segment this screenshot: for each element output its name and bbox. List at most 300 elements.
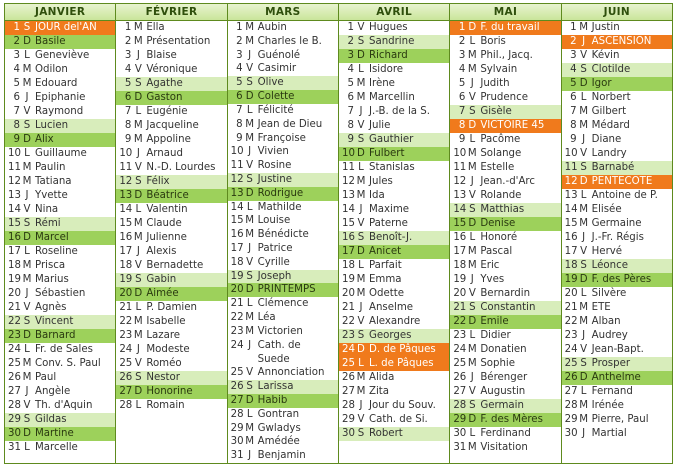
day-number: 2 <box>13 36 20 47</box>
weekday-letter: S <box>135 78 142 89</box>
day-number: 23 <box>8 330 21 341</box>
day-number: 6 <box>124 92 132 103</box>
weekday-letter: V <box>580 50 588 61</box>
weekday-letter: J <box>248 339 252 351</box>
day-row <box>116 259 226 273</box>
day-row <box>562 147 672 161</box>
weekday-letter: M <box>133 36 143 47</box>
weekday-letter: S <box>357 232 365 243</box>
saint-name: Marcel <box>35 232 69 243</box>
day-row <box>562 315 672 329</box>
day-row <box>339 147 449 161</box>
day-number: 16 <box>453 232 467 243</box>
day-row <box>5 119 115 133</box>
day-row <box>5 315 115 329</box>
saint-name: Solange <box>480 148 522 159</box>
weekday-letter: M <box>22 162 32 173</box>
saint-name: N.-D. Lourdes <box>146 162 216 173</box>
weekday-letter: M <box>245 422 255 434</box>
saint-name: Mathilde <box>257 201 302 213</box>
saint-name: Olive <box>257 77 284 89</box>
saint-name: Jour du Souv. <box>368 400 436 411</box>
saint-name: Bernadette <box>146 260 204 271</box>
weekday-letter: L <box>246 298 253 310</box>
day-number: 14 <box>564 204 578 215</box>
weekday-letter: D <box>579 372 588 383</box>
day-row <box>5 203 115 217</box>
weekday-letter: V <box>468 92 476 103</box>
weekday-letter: M <box>245 436 255 448</box>
day-number: 4 <box>13 64 20 75</box>
day-row <box>562 77 672 91</box>
weekday-letter: J <box>582 428 586 439</box>
day-number: 13 <box>453 190 467 201</box>
weekday-letter: M <box>245 229 255 241</box>
day-number: 29 <box>453 414 467 425</box>
day-row <box>116 189 226 203</box>
day-row <box>450 427 560 441</box>
day-number: 19 <box>341 274 355 285</box>
day-number: 14 <box>8 204 21 215</box>
saint-name: Germain <box>480 400 524 411</box>
saint-name: Raymond <box>35 106 84 117</box>
weekday-letter: J <box>470 372 474 383</box>
weekday-letter: D <box>357 148 365 159</box>
day-row <box>228 270 338 284</box>
day-row <box>450 91 560 105</box>
weekday-letter: S <box>580 64 587 75</box>
saint-name: Pascal <box>480 246 513 257</box>
weekday-letter: J <box>582 330 586 341</box>
saint-name: ETE <box>591 302 611 313</box>
weekday-letter: M <box>245 312 255 324</box>
saint-name: Barnard <box>35 330 76 341</box>
day-row <box>450 147 560 161</box>
weekday-letter: S <box>23 316 31 327</box>
day-number: 31 <box>453 442 467 453</box>
saint-name: Vincent <box>35 316 74 327</box>
saint-name: Cath. de <box>257 339 301 351</box>
weekday-letter: M <box>467 442 477 453</box>
day-number: 21 <box>230 298 244 310</box>
weekday-letter: M <box>579 204 589 215</box>
day-number: 12 <box>230 173 244 185</box>
saint-name: Larissa <box>257 381 294 393</box>
day-row <box>450 441 560 455</box>
weekday-letter: M <box>356 78 366 89</box>
weekday-letter: L <box>135 204 142 215</box>
day-row <box>5 35 115 49</box>
weekday-letter: D <box>357 344 365 355</box>
day-row <box>450 301 560 315</box>
day-row <box>228 394 338 408</box>
day-number: 26 <box>453 372 467 383</box>
weekday-letter: L <box>246 408 253 420</box>
day-number: 13 <box>564 190 578 201</box>
day-row <box>228 104 338 118</box>
day-row <box>228 325 338 339</box>
weekday-letter: S <box>469 204 476 215</box>
weekday-letter: V <box>357 218 365 229</box>
saint-name: Barnabé <box>591 162 635 173</box>
day-row <box>228 256 338 270</box>
saint-name: Rolande <box>480 190 522 201</box>
day-number: 5 <box>458 78 466 89</box>
month-header: FÉVRIER <box>116 4 226 21</box>
saint-name: Félix <box>146 176 170 187</box>
day-row <box>450 287 560 301</box>
day-row <box>228 35 338 49</box>
day-number: 20 <box>453 288 467 299</box>
weekday-letter: S <box>357 428 365 439</box>
day-row <box>116 91 226 105</box>
day-number: 17 <box>119 246 133 257</box>
day-number: 9 <box>236 132 243 144</box>
day-row <box>5 133 115 147</box>
day-number: 15 <box>119 218 133 229</box>
day-row <box>450 231 560 245</box>
day-number: 19 <box>453 274 467 285</box>
weekday-letter: J <box>25 92 29 103</box>
day-number: 4 <box>124 64 132 75</box>
weekday-letter: V <box>134 64 142 75</box>
day-row <box>5 385 115 399</box>
day-row <box>5 399 115 413</box>
weekday-letter: S <box>246 381 253 393</box>
day-row <box>450 273 560 287</box>
weekday-letter: M <box>22 372 32 383</box>
day-number: 13 <box>230 187 244 199</box>
weekday-letter: V <box>23 302 31 313</box>
day-row <box>339 217 449 231</box>
day-number: 5 <box>236 77 243 89</box>
day-number: 26 <box>564 372 578 383</box>
saint-name: Jean.-d'Arc <box>480 176 536 187</box>
day-row <box>450 21 560 35</box>
day-number: 15 <box>230 215 244 227</box>
saint-name: Isabelle <box>146 316 186 327</box>
day-row <box>562 217 672 231</box>
day-row <box>116 231 226 245</box>
saint-name: Benjamin <box>257 450 306 462</box>
weekday-letter: J <box>25 386 29 397</box>
day-row <box>5 441 115 455</box>
day-row <box>450 315 560 329</box>
weekday-letter: M <box>133 232 143 243</box>
day-row <box>5 217 115 231</box>
day-row <box>339 301 449 315</box>
saint-name: Gildas <box>35 414 67 425</box>
month-column-2 <box>228 4 339 463</box>
day-row <box>339 105 449 119</box>
weekday-letter: J <box>136 50 140 61</box>
saint-name: Justine <box>257 173 292 185</box>
saint-name: Robert <box>368 428 403 439</box>
weekday-letter: S <box>580 358 587 369</box>
day-row <box>116 63 226 77</box>
saint-name: Guillaume <box>35 148 87 159</box>
saint-name: Geneviève <box>35 50 90 61</box>
day-row <box>5 259 115 273</box>
saint-name: Anselme <box>368 302 414 313</box>
saint-name: Th. d'Aquin <box>35 400 93 411</box>
day-row <box>116 371 226 385</box>
day-row <box>339 245 449 259</box>
saint-name: Augustin <box>480 386 526 397</box>
day-number: 12 <box>564 176 578 187</box>
weekday-letter: D <box>468 316 477 327</box>
day-row <box>5 357 115 371</box>
saint-name: Richard <box>368 50 408 61</box>
weekday-letter: J <box>470 274 474 285</box>
saint-name: Angèle <box>35 386 71 397</box>
day-number: 26 <box>230 381 244 393</box>
day-row <box>5 231 115 245</box>
weekday-letter: D <box>134 190 143 201</box>
day-number: 29 <box>564 414 578 425</box>
weekday-letter: D <box>468 120 477 131</box>
saint-name: Sophie <box>480 358 516 369</box>
weekday-letter: M <box>22 78 32 89</box>
day-number: 20 <box>8 288 21 299</box>
day-number: 10 <box>564 148 578 159</box>
day-number: 6 <box>458 92 466 103</box>
saint-name: Louise <box>257 215 291 227</box>
saint-name: Gwladys <box>257 422 301 434</box>
day-row <box>562 357 672 371</box>
day-row <box>562 259 672 273</box>
day-row <box>116 49 226 63</box>
saint-name: Vivien <box>257 146 289 158</box>
weekday-letter: M <box>579 120 589 131</box>
day-number: 5 <box>347 78 354 89</box>
month-header: MAI <box>450 4 560 21</box>
saint-name: J.-Fr. Régis <box>591 232 644 243</box>
day-row <box>116 343 226 357</box>
weekday-letter: S <box>580 260 587 271</box>
day-row <box>5 245 115 259</box>
day-number: 14 <box>341 204 355 215</box>
day-number: 1 <box>347 22 354 33</box>
day-number: 24 <box>564 344 578 355</box>
day-row <box>339 175 449 189</box>
day-number: 23 <box>453 330 467 341</box>
day-number: 18 <box>119 260 133 271</box>
day-number: 11 <box>341 162 355 173</box>
saint-name: Igor <box>591 78 612 89</box>
day-row <box>339 63 449 77</box>
saint-name: Gabin <box>146 274 177 285</box>
weekday-letter: L <box>246 104 253 116</box>
day-number: 10 <box>230 146 244 158</box>
day-number: 22 <box>230 312 244 324</box>
weekday-letter: V <box>23 106 31 117</box>
day-row <box>450 63 560 77</box>
saint-name: Cath. de Si. <box>368 414 428 425</box>
saint-name: Habib <box>257 394 288 406</box>
weekday-letter: V <box>357 22 365 33</box>
day-number: 29 <box>8 414 21 425</box>
day-number: 24 <box>8 344 21 355</box>
saint-name: Matthias <box>480 204 525 215</box>
day-number: 18 <box>8 260 21 271</box>
day-number: 12 <box>8 176 21 187</box>
weekday-letter: M <box>22 176 32 187</box>
day-number: 3 <box>124 50 132 61</box>
weekday-letter: J <box>136 246 140 257</box>
day-number: 9 <box>458 134 466 145</box>
day-number: 24 <box>453 344 467 355</box>
day-row <box>228 214 338 228</box>
saint-name: Hervé <box>591 246 623 257</box>
saint-name: Bénédicte <box>257 229 309 241</box>
saint-name: Aubin <box>257 22 287 33</box>
weekday-letter: D <box>579 78 588 89</box>
day-row <box>116 357 226 371</box>
day-row <box>339 287 449 301</box>
weekday-letter: M <box>467 358 477 369</box>
weekday-letter: M <box>133 134 143 145</box>
day-number: 30 <box>341 428 355 439</box>
saint-name: Conv. S. Paul <box>35 358 101 369</box>
saint-name: Gauthier <box>368 134 414 145</box>
day-number: 18 <box>564 260 578 271</box>
saint-name: Epiphanie <box>35 92 86 103</box>
saint-name: Valentin <box>146 204 188 215</box>
weekday-letter: L <box>358 64 364 75</box>
saint-name: Marcelle <box>35 442 78 453</box>
day-number: 20 <box>564 288 578 299</box>
weekday-letter: V <box>357 414 365 425</box>
day-number: 8 <box>13 120 20 131</box>
saint-name: Fr. de Sales <box>35 344 93 355</box>
day-row <box>450 133 560 147</box>
saint-name: Présentation <box>146 36 211 47</box>
day-row <box>228 21 338 35</box>
day-row <box>562 63 672 77</box>
day-number: 22 <box>453 316 467 327</box>
day-number: 3 <box>347 50 354 61</box>
weekday-letter: D <box>245 284 254 296</box>
day-number: 10 <box>453 148 467 159</box>
day-row <box>339 315 449 329</box>
day-number: 27 <box>119 386 133 397</box>
day-number: 1 <box>236 22 243 33</box>
saint-name: Silvère <box>591 288 627 299</box>
saint-name: Rodrigue <box>257 187 304 199</box>
day-row <box>228 49 338 63</box>
saint-name: Prisca <box>35 260 66 271</box>
weekday-letter: M <box>133 120 143 131</box>
day-row <box>339 231 449 245</box>
day-row <box>450 175 560 189</box>
day-row <box>5 77 115 91</box>
weekday-letter: S <box>23 414 31 425</box>
day-number: 8 <box>570 120 577 131</box>
month-column-5 <box>562 4 672 463</box>
saint-name: Blaise <box>146 50 177 61</box>
saint-name: Martial <box>591 428 627 439</box>
saint-name: Gisèle <box>480 106 512 117</box>
weekday-letter: S <box>357 36 365 47</box>
weekday-letter: L <box>24 344 30 355</box>
weekday-letter: M <box>22 260 32 271</box>
weekday-letter: D <box>468 218 477 229</box>
day-number: 21 <box>564 302 578 313</box>
day-number: 22 <box>341 316 355 327</box>
day-number: 9 <box>347 134 354 145</box>
day-number: 24 <box>230 339 244 351</box>
month-header: JANVIER <box>5 4 115 21</box>
day-row <box>562 49 672 63</box>
weekday-letter: S <box>469 302 476 313</box>
day-number: 7 <box>458 106 466 117</box>
saint-name: Médard <box>591 120 630 131</box>
day-number: 10 <box>119 148 133 159</box>
saint-name: Edouard <box>35 78 78 89</box>
weekday-letter: M <box>579 302 589 313</box>
saint-name: J.-B. de la S. <box>368 106 430 117</box>
day-number: 9 <box>13 134 20 145</box>
day-row <box>228 76 338 90</box>
weekday-letter: J <box>582 36 586 47</box>
weekday-letter: M <box>356 92 366 103</box>
month-header: MARS <box>228 4 338 21</box>
saint-name: Léonce <box>591 260 628 271</box>
day-row <box>339 161 449 175</box>
day-row <box>5 413 115 427</box>
day-row <box>116 329 226 343</box>
day-number: 28 <box>453 400 467 411</box>
day-number: 14 <box>230 201 244 213</box>
saint-name: Zita <box>368 386 390 397</box>
day-number: 6 <box>236 91 243 103</box>
saint-name: Maxime <box>368 204 410 215</box>
day-row <box>228 62 338 76</box>
day-number: 3 <box>458 50 466 61</box>
day-number: 9 <box>124 134 132 145</box>
weekday-letter: L <box>580 288 587 299</box>
saint-name: Georges <box>368 330 412 341</box>
saint-name: Odilon <box>35 64 68 75</box>
saint-name: Marius <box>35 274 69 285</box>
saint-name: Fulbert <box>368 148 405 159</box>
day-row <box>339 77 449 91</box>
day-row <box>450 35 560 49</box>
day-row <box>5 175 115 189</box>
weekday-letter: V <box>468 288 476 299</box>
saint-name: Casimir <box>257 63 297 75</box>
day-number: 21 <box>119 302 133 313</box>
day-number: 22 <box>564 316 578 327</box>
saint-name: Bérenger <box>480 372 528 383</box>
saint-name: Clémence <box>257 298 309 310</box>
saint-name: Paul <box>35 372 57 383</box>
saint-name: Kévin <box>591 50 620 61</box>
saint-name: Joseph <box>257 270 292 282</box>
day-row <box>339 49 449 63</box>
day-row <box>228 339 338 353</box>
weekday-letter: J <box>136 344 140 355</box>
day-number: 15 <box>453 218 467 229</box>
weekday-letter: M <box>245 325 255 337</box>
day-row <box>562 35 672 49</box>
saint-name: Gilbert <box>591 106 627 117</box>
day-row <box>5 329 115 343</box>
weekday-letter: L <box>24 50 30 61</box>
weekday-letter: J <box>25 288 29 299</box>
saint-name: Agathe <box>146 78 183 89</box>
